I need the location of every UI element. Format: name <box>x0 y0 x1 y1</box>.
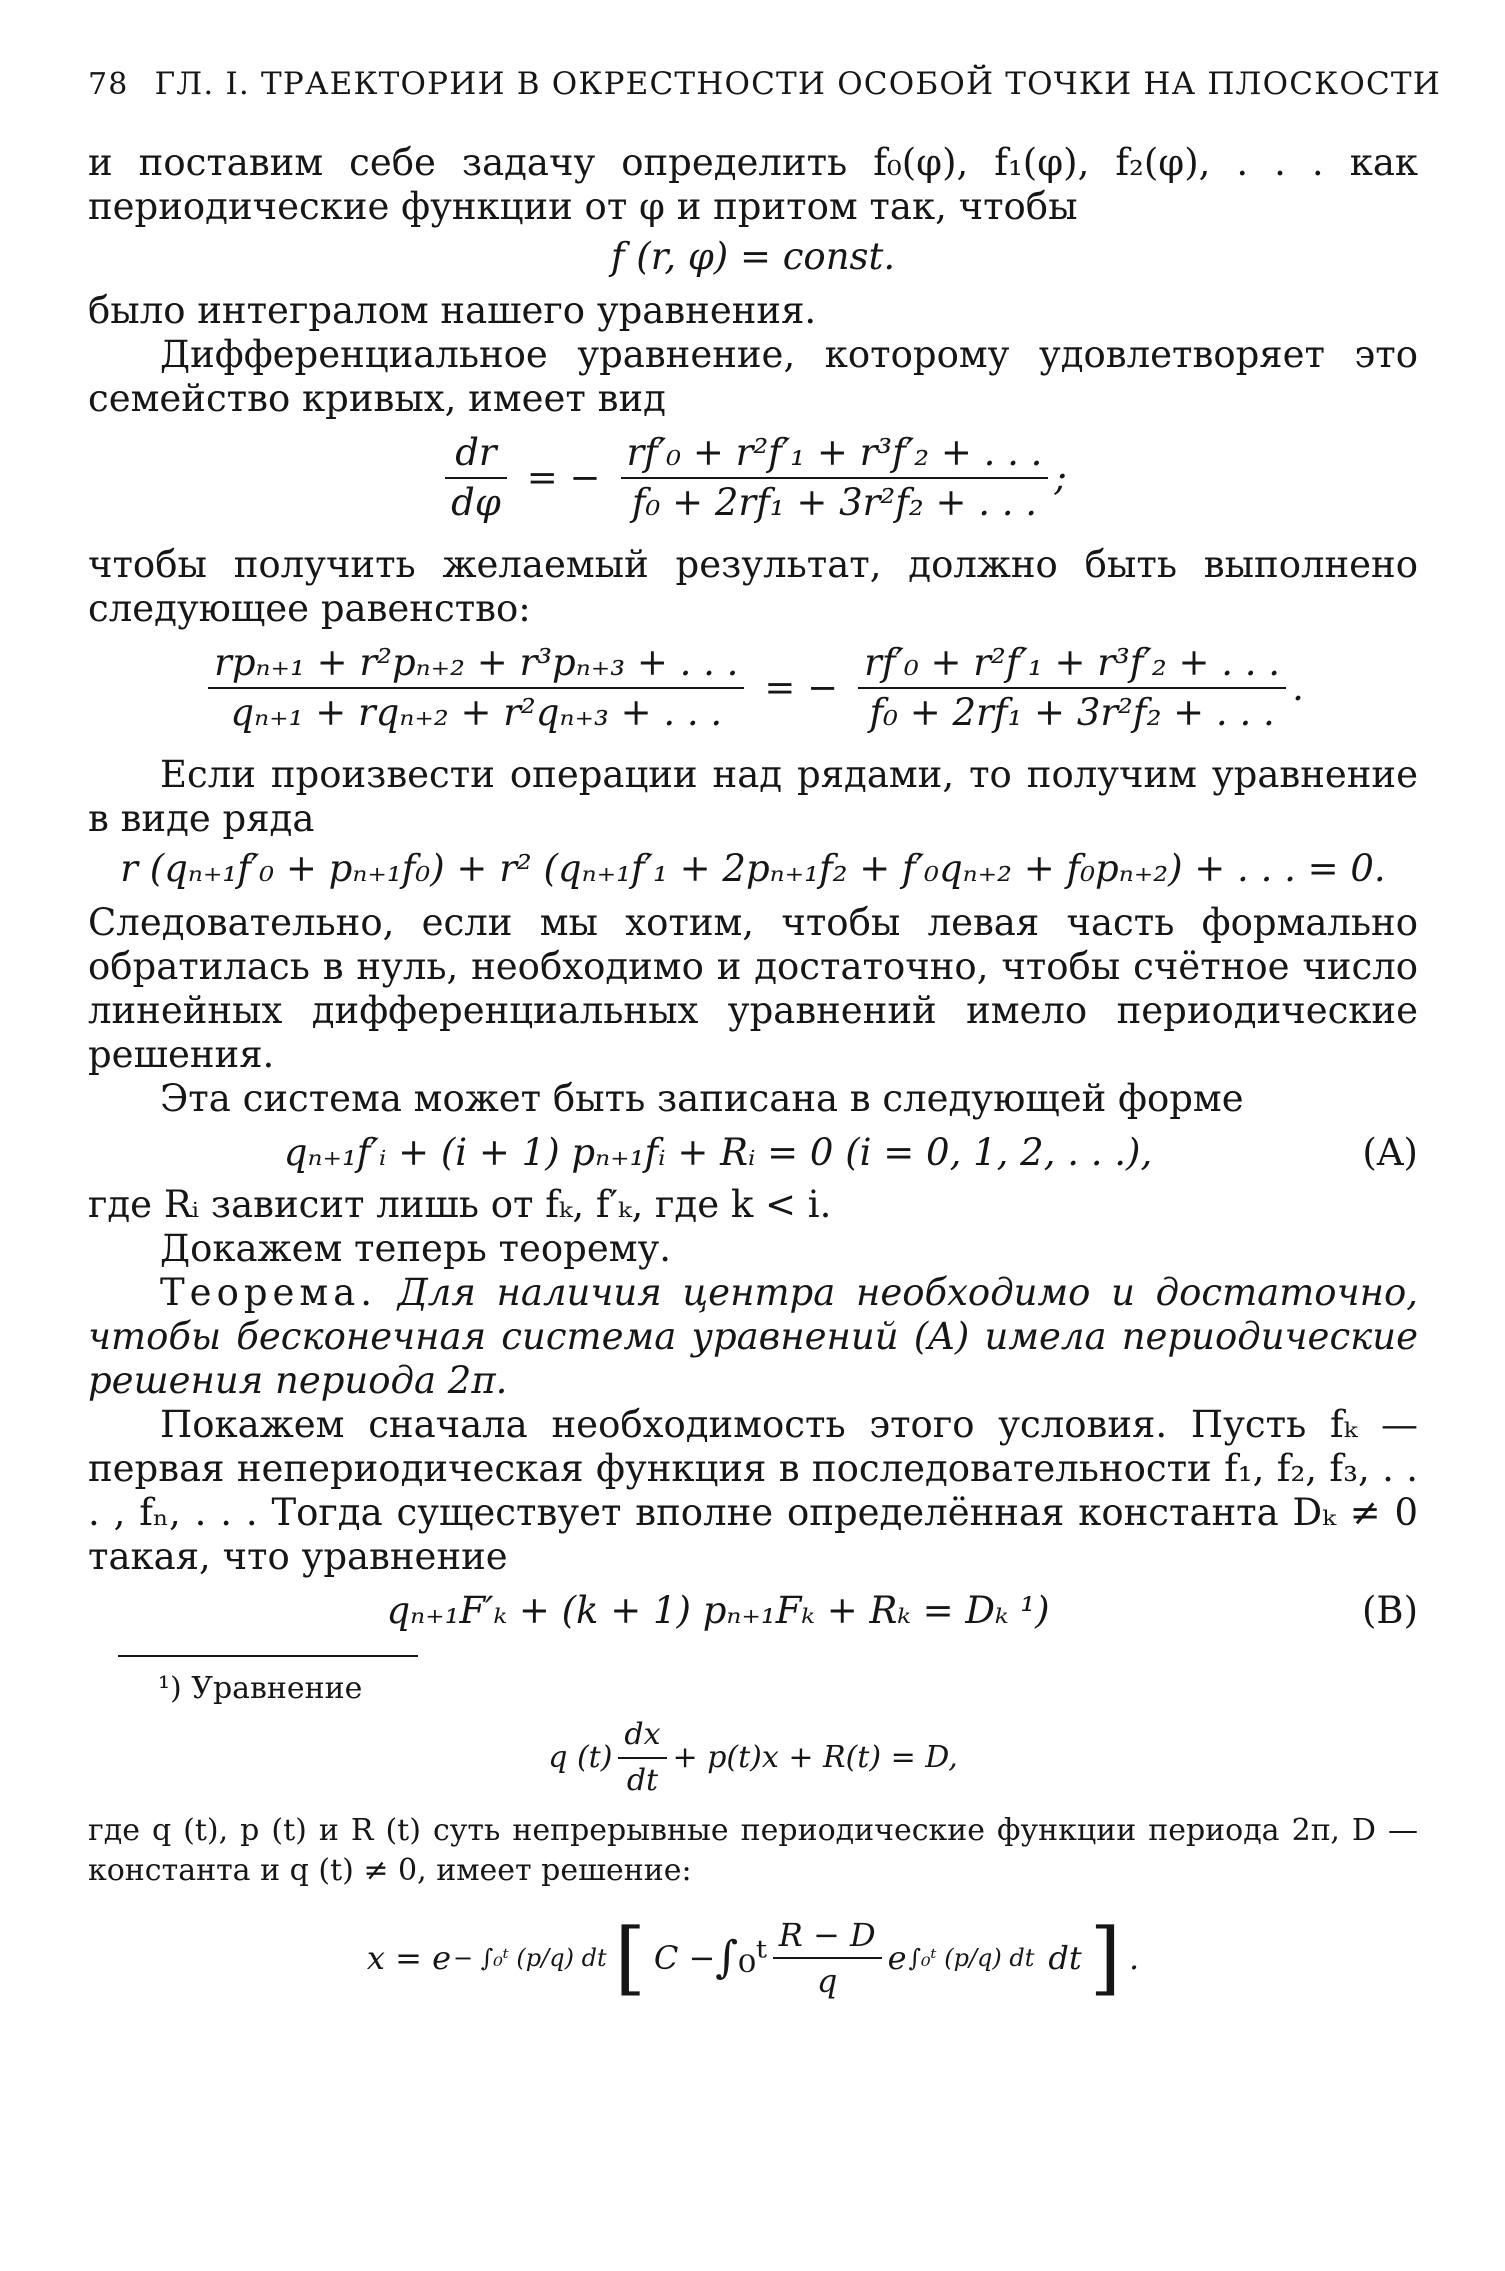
fraction-series: $\frac{\text{rf′₀ + r²f′₁ + r³f′₂ + . . .}}{\text{f₀ + 2rf₁ + 3r²f₂ + . . .}}$ <box>621 431 1049 525</box>
footnote-divider <box>118 1655 418 1657</box>
paragraph-5: Если произвести операции над рядами, то получим уравнение в виде ряда <box>88 753 1418 840</box>
paragraph-8: где Rᵢ зависит лишь от fₖ, f′ₖ, где k < i. <box>88 1183 832 1226</box>
left-bracket: [ <box>614 1911 646 2004</box>
exponent-integral-2: ∫₀ᵗ (p/q) dt <box>908 1944 1035 1972</box>
formula-system-A: qₙ₊₁f′ᵢ + (i + 1) pₙ₊₁fᵢ + Rᵢ = 0 (i = 0, 1, 2, . . .), (A) <box>283 1131 1418 1174</box>
fraction-dx-dt: $\frac{dx}{dt}$ <box>618 1715 666 1801</box>
paragraph-1: и поставим себе задачу определить f₀(φ), f₁(φ), f₂(φ), . . . как периодические функции от φ и притом так, чтобы <box>88 141 1418 228</box>
formula-integral-const: f (r, φ) = const. <box>610 235 896 278</box>
fraction-dr-dphi: $\frac{dr}{d\varphi}$ <box>445 431 507 525</box>
book-page <box>88 62 1441 2004</box>
paragraph-2: было интегралом нашего уравнения. <box>88 289 817 332</box>
equation-tag-A: (A) <box>1362 1131 1418 1174</box>
paragraph-4: чтобы получить желаемый результат, должно быть выполнено следующее равенство: <box>88 543 1418 630</box>
right-bracket: ] <box>1089 1911 1121 2004</box>
equation-tag-B: (B) <box>1361 1589 1418 1632</box>
theorem-heading: Теорема. <box>160 1271 378 1314</box>
footnote-text: где q (t), p (t) и R (t) суть непрерывные периодические функции периода 2π, D — константа и q (t) ≠ 0, имеет решение: <box>88 1813 1418 1888</box>
theorem-statement: Для наличия центра необходимо и достаточно, чтобы бесконечная система уравнений (A) имела периодические решения периода 2π. <box>88 1271 1418 1402</box>
footnote-ode: q (t) $\frac{dx}{dt}$ + p(t)x + R(t) = D, <box>88 1715 1418 1801</box>
paragraph-6: Следовательно, если мы хотим, чтобы левая часть формально обратилась в нуль, необходимо и достаточно, чтобы счётное число линейных дифференциальных уравнений имело периодические решения. <box>88 901 1418 1076</box>
exponent-integral: − ∫₀ᵗ (p/q) dt <box>453 1944 607 1972</box>
fraction-f-series: $\frac{\text{rf′₀ + r²f′₁ + r³f′₂ + . . .}}{\text{f₀ + 2rf₁ + 3r²f₂ + . . .}}$ <box>858 641 1286 735</box>
formula-differential-equation: $\frac{dr}{d\varphi}$ = − $\frac{\text{rf′₀ + r²f′₁ + r³f′₂ + . . .}}{\text{f₀ + 2rf₁ + 3r²f₂ + . . .}}$ ; <box>88 431 1418 525</box>
footnote-label: ¹) Уравнение <box>158 1671 363 1706</box>
paragraph-9: Докажем теперь теорему. <box>160 1227 672 1270</box>
paragraph-3: Дифференциальное уравнение, которому удовлетворяет это семейство кривых, имеет вид <box>88 333 1418 420</box>
formula-equality: $\frac{\text{rpₙ₊₁ + r²pₙ₊₂ + r³pₙ₊₃ + . . .}}{\text{qₙ₊₁ + rqₙ₊₂ + r²qₙ₊₃ + . . .}}$ = − $\frac{\text{rf′₀ + r²f′₁ + r³f′₂ + . . .}}{\text{f₀ + 2rf₁ + 3r²f₂ + . . .}}$ . <box>88 641 1418 735</box>
footnote-solution-formula: x = e − ∫₀ᵗ (p/q) dt [ C − ∫₀ᵗ $\frac{R - D}{q}$ e ∫₀ᵗ (p/q) dt dt ] . <box>366 1911 1140 2004</box>
formula-series-equation: r (qₙ₊₁f′₀ + pₙ₊₁f₀) + r² (qₙ₊₁f′₁ + 2pₙ₊₁f₂ + f′₀qₙ₊₂ + f₀pₙ₊₂) + . . . = 0. <box>120 847 1386 890</box>
fraction-R-minus-D: $\frac{R - D}{q}$ <box>773 1915 882 2001</box>
page-number: 78 <box>88 67 129 102</box>
paragraph-7: Эта система может быть записана в следующей форме <box>160 1077 1244 1120</box>
paragraph-10: Покажем сначала необходимость этого условия. Пусть fₖ — первая непериодическая функция в последовательности f₁, f₂, f₃, . . . , fₙ, . . . Тогда существует вполне определённая константа Dₖ ≠ 0 такая, что уравнение <box>88 1403 1418 1578</box>
formula-equation-B: qₙ₊₁F′ₖ + (k + 1) pₙ₊₁Fₖ + Rₖ = Dₖ ¹) (B) <box>386 1589 1418 1632</box>
fraction-pq-series: $\frac{\text{rpₙ₊₁ + r²pₙ₊₂ + r³pₙ₊₃ + . . .}}{\text{qₙ₊₁ + rqₙ₊₂ + r²qₙ₊₃ + . . .}}$ <box>208 641 744 735</box>
footnote <box>88 1669 1418 2004</box>
running-title: ГЛ. I. ТРАЕКТОРИИ В ОКРЕСТНОСТИ ОСОБОЙ ТОЧКИ НА ПЛОСКОСТИ <box>154 66 1441 102</box>
theorem <box>88 1271 1418 1403</box>
running-header <box>88 62 1441 107</box>
integral-sign: ∫₀ᵗ <box>715 1932 767 1983</box>
